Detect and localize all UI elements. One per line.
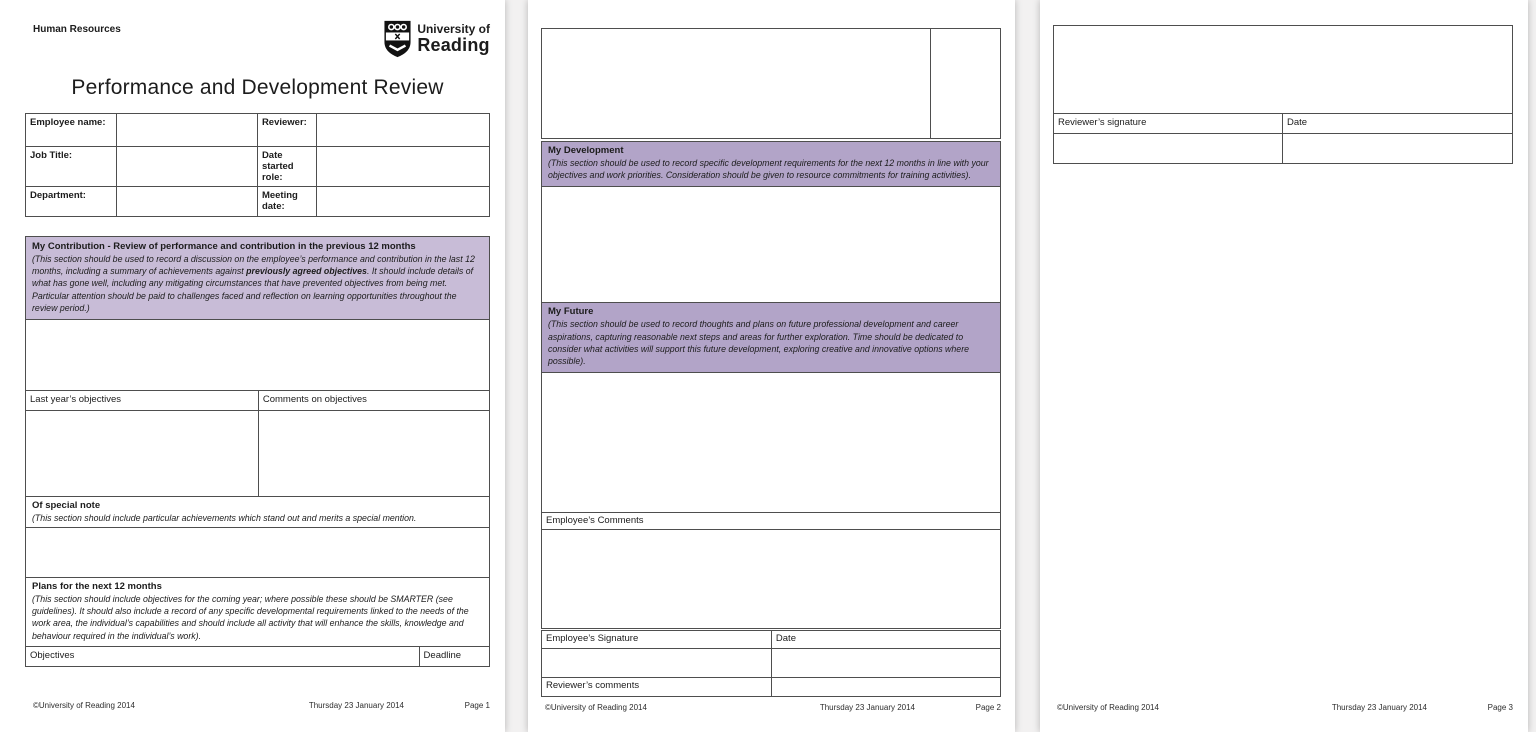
objectives-deadline-header-row	[26, 647, 489, 666]
of-special-note-entry-area	[26, 528, 489, 580]
footer-copyright: ©University of Reading 2014	[545, 703, 647, 712]
department-label: Department:	[26, 187, 117, 216]
date-started-role-label: Date started role:	[258, 147, 317, 186]
my-development-description: (This section should be used to record specific development requirements for the next 12 months in line with your objectives and work priorities. Consideration should be given to resource commitments for training activities).	[548, 158, 989, 181]
date-started-role-field	[317, 147, 489, 186]
comments-on-objectives-field	[259, 411, 489, 496]
footer-copyright: ©University of Reading 2014	[33, 701, 135, 710]
reviewer-comments-header: Reviewer’s comments	[542, 678, 772, 696]
last-year-objectives-header: Last year’s objectives	[26, 391, 259, 410]
plans-header	[26, 578, 489, 647]
reviewer-signature-header: Reviewer’s signature	[1054, 114, 1283, 133]
date-header: Date	[775, 633, 796, 644]
reviewer-comments-continuation-area	[1054, 26, 1512, 113]
table-row	[542, 649, 1000, 678]
employee-signature-field	[542, 649, 772, 677]
table-row	[26, 187, 489, 216]
table-row	[26, 411, 489, 496]
page-footer	[1057, 703, 1513, 712]
reviewer-comments-field	[772, 678, 1000, 696]
university-shield-icon	[383, 20, 412, 63]
objectives-header: Objectives	[26, 647, 420, 666]
table-row	[26, 114, 489, 147]
logo-text-line2: Reading	[417, 35, 490, 55]
my-future-title: My Future	[548, 306, 594, 318]
job-title-field	[117, 147, 258, 186]
last-year-objectives-table	[25, 390, 490, 497]
employee-comments-header: Employee’s Comments	[542, 513, 1000, 530]
table-row	[1054, 134, 1512, 163]
reviewer-signature-field	[1054, 134, 1283, 163]
of-special-note-section	[25, 496, 490, 581]
plans-next-12-months-section	[25, 577, 490, 667]
employee-signature-header: Employee’s Signature	[542, 631, 772, 648]
plans-description: (This section should include objectives for the coming year; where possible these should be SMARTER (see guidelines). It should also include a record of any specific developmental requirements linked to the needs of the work area, the individual’s capabilities and should include all activity that will enhance the skills, knowledge and behaviour required in the individual’s work).	[32, 594, 469, 641]
reviewer-field	[317, 114, 489, 146]
page-footer	[545, 703, 1001, 712]
my-contribution-title: My Contribution - Review of performance and contribution in the previous 12 months	[32, 241, 416, 252]
emphasized-phrase: previously agreed objectives	[246, 266, 367, 277]
reviewer-label: Reviewer:	[258, 114, 317, 146]
development-future-section	[541, 141, 1001, 520]
objectives-entry-area	[542, 29, 931, 138]
table-row	[542, 29, 1000, 138]
job-title-label: Job Title:	[26, 147, 117, 186]
table-row	[542, 678, 1000, 696]
footer-date: Thursday 23 January 2014	[819, 703, 915, 712]
table-row	[1054, 26, 1512, 114]
employee-name-label: Employee name:	[26, 114, 117, 146]
last-year-objectives-field	[26, 411, 259, 496]
footer-page-number: Page 2	[975, 703, 1001, 712]
comments-on-objectives-header: Comments on objectives	[262, 394, 367, 405]
meeting-date-label: Meeting date:	[258, 187, 317, 216]
university-logo	[383, 20, 490, 63]
meeting-date-field	[317, 187, 489, 216]
department-header: Human Resources	[33, 24, 121, 35]
my-development-header	[542, 142, 1000, 187]
my-development-entry-area	[542, 187, 1000, 303]
document-page-3	[1040, 0, 1528, 732]
table-header-row	[26, 391, 489, 411]
footer-page-number: Page 1	[464, 701, 490, 710]
my-contribution-entry-area	[26, 320, 489, 399]
footer-date: Thursday 23 January 2014	[1331, 703, 1427, 712]
employee-comments-section	[541, 512, 1001, 629]
my-future-description: (This section should be used to record thoughts and plans on future professional development and career aspirations, capturing reasonable next steps and areas for further exploration. Time should be dedicated to consider what activities will support this future development, exploring creative and innovative options where possible).	[548, 319, 970, 367]
my-contribution-description: (This section should be used to record a discussion on the employee’s performance and contribution in the last 12 months, including a summary of achievements against previously agreed objectives. It should include details of what has gone well, including any mitigating circumstances that have prevented objectives from being met. Particular attention should be paid to challenges faced and reflection on learning opportunities throughout the review period.)	[32, 254, 475, 313]
of-special-note-title: Of special note	[32, 500, 101, 511]
of-special-note-header	[26, 497, 489, 528]
my-future-entry-area	[542, 373, 1000, 519]
reviewer-signature-table	[1053, 25, 1513, 164]
my-future-header	[542, 303, 1000, 373]
employee-name-field	[117, 114, 258, 146]
logo-text-line1: University of	[417, 22, 490, 36]
table-header-row	[1054, 114, 1512, 134]
university-logo-text	[417, 20, 490, 54]
footer-date: Thursday 23 January 2014	[308, 701, 404, 710]
employee-signature-date-field	[772, 649, 1000, 677]
table-row	[26, 147, 489, 187]
plans-title: Plans for the next 12 months	[32, 581, 162, 592]
department-field	[117, 187, 258, 216]
employee-comments-entry-area	[542, 530, 1000, 628]
deadline-entry-area	[931, 29, 1000, 138]
document-page-1	[0, 0, 505, 732]
date-header: Date	[1287, 117, 1308, 128]
employee-info-table	[25, 113, 490, 217]
of-special-note-description: (This section should include particular achievements which stand out and merits a special mention.	[32, 513, 417, 523]
document-title: Performance and Development Review	[71, 76, 444, 99]
deadline-header: Deadline	[423, 649, 462, 661]
my-contribution-section	[25, 236, 490, 400]
my-development-title: My Development	[548, 145, 624, 156]
page-footer	[33, 701, 490, 710]
footer-page-number: Page 3	[1487, 703, 1513, 712]
objectives-deadline-continuation-table	[541, 28, 1001, 139]
employee-signature-table	[541, 630, 1001, 697]
reviewer-signature-date-field	[1283, 134, 1512, 163]
my-contribution-header	[26, 237, 489, 320]
table-header-row	[542, 631, 1000, 649]
document-page-2	[528, 0, 1015, 732]
footer-copyright: ©University of Reading 2014	[1057, 703, 1159, 712]
